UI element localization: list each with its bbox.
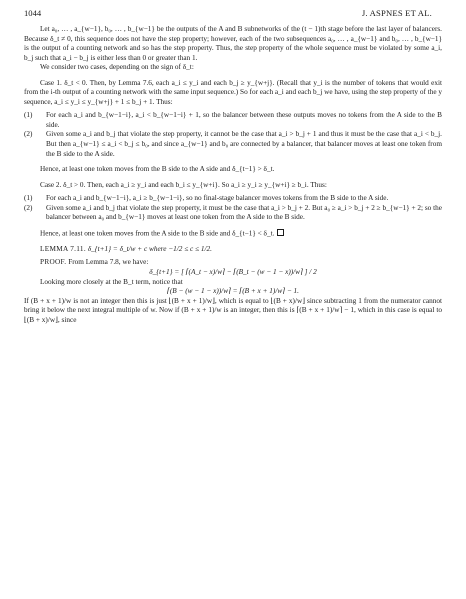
proof-label: PROOF. (40, 258, 67, 267)
case-2-conclusion-text: Hence, at least one token moves from the A side to the B side and δ_{t−1} < δ_t. (40, 229, 275, 238)
case-1-item-1 (24, 111, 442, 130)
equation-delta: δ_{t+1} = [ ⌈(A_t − x)/w⌉ − ⌈(B_t − (w − 1 − x))/w⌉ ] / 2 (149, 267, 317, 276)
case-1-item-2 (24, 130, 442, 159)
proof-closing: If (B + x + 1)/w is not an integer then this is just ⌊(B + x + 1)/w⌋, which is equal to ⌊(B + x)/w⌋ since subtracting 1 from the numerator cannot bring it below the next integral multiple of w. Now if (B + x + 1)/w is an integer, then this is ⌈(B + x + 1)/w⌉ − 1, which in this case is equal to ⌊(B + x)/w⌋, since (24, 296, 442, 324)
case-2-item-1 (24, 194, 442, 204)
paragraph-case-1-conclusion: Hence, at least one token moves from the B side to the A side and δ_{t−1} > δ_t. (40, 165, 275, 174)
proof-intro-text: From Lemma 7.8, we have: (68, 258, 149, 267)
running-head: J. ASPNES ET AL. (361, 8, 432, 18)
list-label: (1) (24, 111, 33, 120)
equation-ceiling: ⌈(B − (w − 1 − x))/w⌉ = ⌈(B + x + 1)/w⌉ − 1. (167, 287, 299, 296)
case-2-item-2 (24, 204, 442, 223)
qed-symbol-icon (277, 229, 284, 236)
list-label: (2) (24, 130, 33, 139)
paragraph-case-1: Case 1. δ_t < 0. Then, by Lemma 7.6, each a_i ≤ y_i and each b_j ≥ y_{w+j}. (Recall that y_i is the number of tokens that would exit from the i-th output of a counting network with the same input sequence.) So for each a_i and each b_j we have, using the step property of the y sequence, a_i ≤ y_i ≤ y_{w+j} + 1 ≤ b_j + 1. Thus: (24, 78, 442, 106)
proof-look-text: Looking more closely at the B_t term, notice that (40, 277, 183, 286)
case-1-item-2-text: Given some a_i and b_j that violate the step property, it cannot be the case that a_i > b_j + 1 and thus it must be the case that a_i < b_j. But then a_{w−1} ≤ a_i < b_j ≤ b₀, and since a_{w−1} and b₀ are connected by a balancer, that balancer moves at least one token from the B side to the A side. (46, 130, 442, 158)
page-body (24, 25, 442, 325)
case-1-item-1-text: For each a_i and b_{w−1−i}, a_i < b_{w−1−i} + 1, so the balancer between these outputs moves no tokens from the A side to the B side. (46, 111, 442, 129)
paragraph-case-2: Case 2. δ_t > 0. Then, each a_i ≥ y_i and each b_i ≤ y_{w+i}. So a_i ≥ y_i ≥ y_{w+i} ≥ b_i. Thus: (40, 180, 327, 189)
lemma-label: LEMMA 7.11. (40, 244, 86, 253)
lemma-7-11 (24, 245, 442, 255)
list-label: (1) (24, 194, 33, 203)
case-2-item-1-text: For each a_i and b_{w−1−i}, a_i ≥ b_{w−1−i}, so no final-stage balancer moves tokens from the B side to the A side. (46, 194, 389, 203)
proof-intro (24, 258, 442, 268)
paragraph-cases-intro: We consider two cases, depending on the sign of δ_t: (40, 63, 194, 72)
paragraph-outputs: Let a₀, … , a_{w−1}, b₀, … , b_{w−1} be the outputs of the A and B subnetworks of the (t − 1)th stage before the last layer of balancers. Because δ_t ≠ 0, this sequence does not have the step property; however, each of the two subsequences a₀, … , a_{w−1} and b₀, … , b_{w−1} is the output of a counting network and so has the step property. Thus, the step property of the whole sequence must be violated by some a_i, b_j such that a_i − b_j is either less than 0 or greater than 1. (24, 25, 442, 62)
list-label: (2) (24, 203, 33, 212)
case-2-item-2-text: Given some a_i and b_j that violate the step property, it must be the case that a_i > b_j + 2. But a₀ ≥ a_i > b_j + 2 ≥ b_{w−1} + 2; so the balancer between a₀ and b_{w−1} moves at least one token from the A side to the B side. (46, 203, 442, 222)
page-number: 1044 (24, 8, 42, 18)
paragraph-case-2-conclusion (24, 229, 442, 239)
lemma-statement: δ_{t+1} = δ_t/w + c where −1/2 ≤ c ≤ 1/2. (87, 244, 212, 253)
